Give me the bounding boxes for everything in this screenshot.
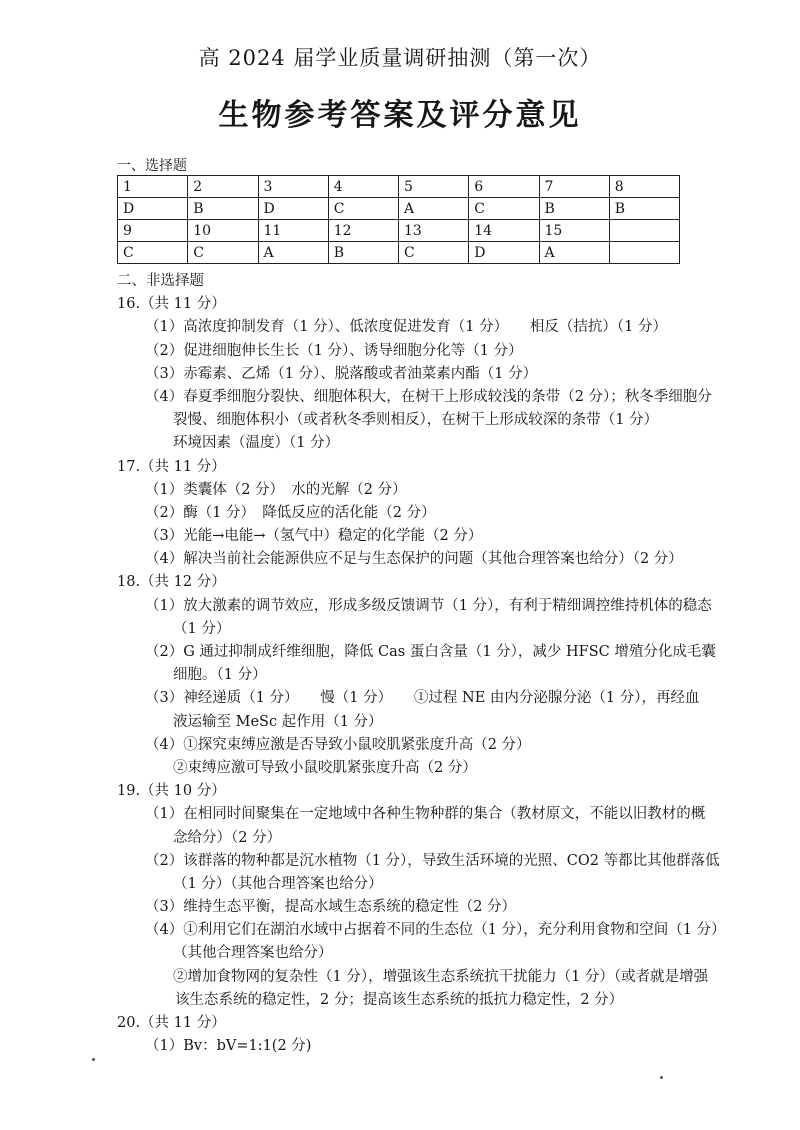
table-cell: C [328, 198, 398, 220]
section-free-response-label: 二、非选择题 [117, 273, 204, 289]
answer-line: 液运输至 MeSc 起作用（1 分） [173, 713, 383, 730]
answer-line: （3）维持生态平衡，提高水域生态系统的稳定性（2 分） [145, 899, 517, 916]
question-heading-19: 19.（共 10 分） [117, 783, 226, 800]
answer-line: 细胞。（1 分） [173, 667, 267, 684]
answer-line: （4）解决当前社会能源供应不足与生态保护的问题（其他合理答案也给分）（2 分） [145, 551, 683, 568]
table-cell: 6 [469, 176, 539, 198]
section-multiple-choice-label: 一、选择题 [117, 158, 187, 174]
answer-line: （1）高浓度抑制发育（1 分）、低浓度促进发育（1 分） 相反（拮抗）（1 分） [145, 319, 667, 336]
table-row-answers [118, 242, 680, 264]
table-cell: C [188, 242, 258, 264]
free-response-answers [117, 270, 726, 1058]
table-cell: 4 [328, 176, 398, 198]
table-cell: 7 [539, 176, 609, 198]
answer-line: （1）类囊体（2 分） 水的光解（2 分） [145, 481, 407, 498]
answer-line: ②增加食物网的复杂性（1 分），增强该生态系统抗干扰能力（1 分）（或者就是增强 [173, 968, 709, 985]
answer-line: （1）Bv：bV=1:1(2 分) [145, 1038, 312, 1055]
answer-line: （2）该群落的物种都是沉水植物（1 分），导致生活环境的光照、CO2 等都比其他群落低 [145, 852, 720, 869]
table-cell: 8 [609, 176, 679, 198]
answer-line: （1 分）（其他合理答案也给分） [173, 875, 383, 892]
answer-line: 念给分）（2 分） [173, 829, 282, 846]
table-cell: C [469, 198, 539, 220]
table-cell: A [539, 242, 609, 264]
answer-line: （4）①探究束缚应激是否导致小鼠咬肌紧张度升高（2 分） [145, 736, 531, 753]
answer-line: （其他合理答案也给分） [173, 945, 333, 962]
table-cell: A [258, 242, 328, 264]
table-cell: 10 [188, 220, 258, 242]
table-cell: B [609, 198, 679, 220]
answer-line: （2）促进细胞伸长生长（1 分）、诱导细胞分化等（1 分） [145, 342, 523, 359]
answer-line: （3）神经递质（1 分） 慢（1 分） ①过程 NE 由内分泌腺分泌（1 分），再经血 [145, 690, 700, 707]
answer-line: （3）光能→电能→（氢气中）稳定的化学能（2 分） [145, 528, 483, 545]
table-cell: B [188, 198, 258, 220]
document-title: 生物参考答案及评分意见 [218, 98, 582, 133]
table-cell: 9 [118, 220, 188, 242]
table-row-answers [118, 198, 680, 220]
multiple-choice-answer-table [117, 175, 680, 264]
answer-line: （4）春夏季细胞分裂快、细胞体积大，在树干上形成较浅的条带（2 分）；秋冬季细胞分 [145, 388, 712, 405]
table-cell: 15 [539, 220, 609, 242]
table-cell: A [399, 198, 469, 220]
answer-line: （2）G 通过抑制成纤维细胞，降低 Cas 蛋白含量（1 分），减少 HFSC 增殖分化成毛囊 [145, 644, 716, 660]
question-heading-16: 16.（共 11 分） [117, 296, 226, 313]
table-cell: D [118, 198, 188, 220]
table-cell: B [328, 242, 398, 264]
scan-speck [92, 1058, 95, 1061]
scan-speck [660, 1076, 663, 1079]
answer-line: 环境因素（温度）（1 分） [173, 435, 340, 452]
table-cell: 14 [469, 220, 539, 242]
answer-line: （2）酶（1 分） 降低反应的活化能（2 分） [145, 504, 436, 521]
answer-line: （1 分） [173, 620, 231, 637]
table-cell [609, 220, 679, 242]
table-row-question-numbers [118, 220, 680, 242]
table-cell: D [469, 242, 539, 264]
answer-line: （1）在相同时间聚集在一定地域中各种生物种群的集合（教材原文，不能以旧教材的概 [145, 806, 706, 823]
table-cell: 5 [399, 176, 469, 198]
table-cell: B [539, 198, 609, 220]
question-heading-18: 18.（共 12 分） [117, 574, 226, 591]
table-cell: 1 [118, 176, 188, 198]
table-cell: D [258, 198, 328, 220]
table-cell: 13 [399, 220, 469, 242]
table-cell: 3 [258, 176, 328, 198]
answer-line: ②束缚应激可导致小鼠咬肌紧张度升高（2 分） [173, 759, 477, 776]
answer-line: （1）放大激素的调节效应，形成多级反馈调节（1 分），有利于精细调控维持机体的稳态 [145, 597, 712, 614]
question-heading-17: 17.（共 11 分） [117, 458, 226, 475]
answer-line: 该生态系统的稳定性，2 分；提高该生态系统的抵抗力稳定性，2 分） [175, 991, 624, 1008]
answer-line: （3）赤霉素、乙烯（1 分）、脱落酸或者油菜素内酯（1 分） [145, 365, 538, 382]
question-heading-20: 20.（共 11 分） [117, 1015, 226, 1031]
table-cell: 2 [188, 176, 258, 198]
table-cell: 11 [258, 220, 328, 242]
table-row-question-numbers [118, 176, 680, 198]
table-cell: 12 [328, 220, 398, 242]
table-cell [609, 242, 679, 264]
answer-line: （4）①利用它们在湖泊水域中占据着不同的生态位（1 分），充分利用食物和空间（1 分） [145, 922, 726, 939]
table-cell: C [399, 242, 469, 264]
table-cell: C [118, 242, 188, 264]
answer-line: 裂慢、细胞体积小（或者秋冬季则相反），在树干上形成较深的条带（1 分） [173, 412, 659, 429]
exam-title: 高 2024 届学业质量调研抽测（第一次） [198, 46, 602, 70]
